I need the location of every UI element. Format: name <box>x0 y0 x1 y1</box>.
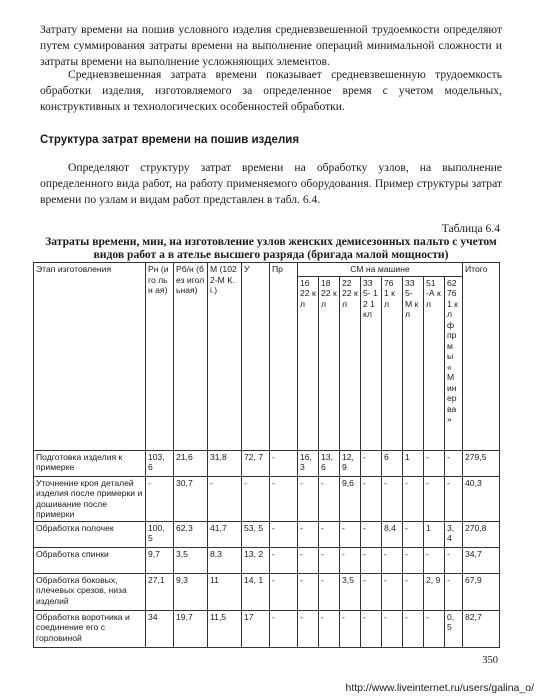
header-m: М (102 2-М К.і.) <box>208 263 242 451</box>
table-cell: - <box>270 610 298 647</box>
table-cell: 103, 6 <box>146 450 174 476</box>
table-cell: - <box>382 547 403 573</box>
table-cell: 13, 2 <box>242 547 270 573</box>
table-cell: - <box>361 573 382 610</box>
table-cell: 11 <box>208 573 242 610</box>
table-cell: 72, 7 <box>242 450 270 476</box>
table-cell: 53, 5 <box>242 521 270 547</box>
table-cell: 34 <box>146 610 174 647</box>
table-cell: - <box>403 610 424 647</box>
table-cell: - <box>270 521 298 547</box>
table-cell: - <box>424 547 445 573</box>
table-cell: - <box>270 450 298 476</box>
table-cell: 0, 5 <box>445 610 463 647</box>
table-cell: - <box>208 476 242 521</box>
header-pbn: Рб/н (без игол ьная) <box>174 263 208 451</box>
table-cell: - <box>445 547 463 573</box>
table-cell: - <box>298 521 319 547</box>
table-cell: - <box>319 547 340 573</box>
page-number: 350 <box>482 655 498 666</box>
table-cell: 21,6 <box>174 450 208 476</box>
table-cell: 1 <box>403 450 424 476</box>
table-row <box>34 610 500 647</box>
table-cell: - <box>382 476 403 521</box>
paragraph-3: Определяют структуру затрат времени на обработку узлов, на выполнение определенного вида работ, на работу применяемого оборудования. Пример структуры затрат времени по узлам и видам работ представлен в табл. 6.4. <box>40 161 502 206</box>
table-cell: - <box>340 610 361 647</box>
header-machine-6: 33 5- М кл <box>403 276 424 450</box>
table-cell: - <box>340 547 361 573</box>
table-cell: 41,7 <box>208 521 242 547</box>
table-cell: 9,7 <box>146 547 174 573</box>
table-title: Затраты времени, мин, на изготовление узлов женских демисезонных пальто с учетом видов работ а в ателье высшего разряда (бригада малой мощности) <box>45 235 497 261</box>
table-cell: - <box>319 476 340 521</box>
table-cell: - <box>382 573 403 610</box>
footer-url: http://www.liveinternet.ru/users/galina_o/ <box>345 682 534 694</box>
table-cell: 9,3 <box>174 573 208 610</box>
table-cell: 8,4 <box>382 521 403 547</box>
table-cell: - <box>270 476 298 521</box>
section-heading: Структура затрат времени на пошив изделия <box>40 134 300 146</box>
table-cell: - <box>403 476 424 521</box>
table-cell: - <box>270 573 298 610</box>
header-pr: Пр <box>270 263 298 451</box>
header-machine-1: 16 22 кл <box>298 276 319 450</box>
header-stage: Этап изготовления <box>34 263 146 451</box>
table-cell: - <box>445 573 463 610</box>
table-cell: 100, 5 <box>146 521 174 547</box>
table-cell: 34,7 <box>463 547 500 573</box>
table-cell: - <box>445 450 463 476</box>
table-cell: 82,7 <box>463 610 500 647</box>
table-cell: 17 <box>242 610 270 647</box>
table-cell: 279,5 <box>463 450 500 476</box>
table-row <box>34 450 500 476</box>
table-cell: 12, 9 <box>340 450 361 476</box>
table-cell: - <box>298 573 319 610</box>
table-row <box>34 476 500 521</box>
table-cell: - <box>146 476 174 521</box>
header-machine-7: 51 -А кл <box>424 276 445 450</box>
table-cell: - <box>361 547 382 573</box>
row-stage: Подготовка изделия к примерке <box>34 450 146 476</box>
table-cell: 9,6 <box>340 476 361 521</box>
row-stage: Обработка спинки <box>34 547 146 573</box>
table-cell: 8,3 <box>208 547 242 573</box>
table-label: Таблица 6.4 <box>441 222 500 235</box>
table-cell: - <box>298 547 319 573</box>
row-stage: Обработка воротника и соединение его с горловиной <box>34 610 146 647</box>
time-cost-table <box>33 262 500 648</box>
header-machine-5: 76 1 кл <box>382 276 403 450</box>
table-cell: - <box>319 610 340 647</box>
header-total: Итого <box>463 263 500 451</box>
table-cell: 31,8 <box>208 450 242 476</box>
table-row <box>34 573 500 610</box>
table-cell: - <box>298 476 319 521</box>
paragraph-2: Средневзвешенная затрата времени показывает средневзвешенную трудоемкость обработки изделия, изготовляемого за определенное время с учетом модельных, конструктивных и технологических особенностей обработки. <box>40 68 502 113</box>
table-row <box>34 521 500 547</box>
table-cell: 270,8 <box>463 521 500 547</box>
header-machine-4: 33 5- 12 1 кл <box>361 276 382 450</box>
table-cell: 14, 1 <box>242 573 270 610</box>
table-cell: 30,7 <box>174 476 208 521</box>
table-cell: - <box>270 547 298 573</box>
table-cell: - <box>319 521 340 547</box>
table-cell: 62,3 <box>174 521 208 547</box>
table-cell: - <box>361 450 382 476</box>
table-cell: - <box>340 521 361 547</box>
table-cell: 27,1 <box>146 573 174 610</box>
table-cell: - <box>361 521 382 547</box>
table-cell: - <box>445 476 463 521</box>
table-cell: 2, 9 <box>424 573 445 610</box>
table-cell: - <box>403 573 424 610</box>
table-cell: 16, 3 <box>298 450 319 476</box>
table-cell: - <box>403 547 424 573</box>
table-cell: - <box>382 610 403 647</box>
table-cell: 19,7 <box>174 610 208 647</box>
header-machine-8: 62 76 1 кл ф пр м ы « М ин ер ва » <box>445 276 463 450</box>
row-stage: Обработка боковых, плечевых срезов, низа изделий <box>34 573 146 610</box>
table-cell: - <box>298 610 319 647</box>
table-cell: 67,9 <box>463 573 500 610</box>
table-cell: 3,5 <box>174 547 208 573</box>
table-cell: - <box>361 610 382 647</box>
table-cell: 1 <box>424 521 445 547</box>
table-cell: - <box>424 476 445 521</box>
table-cell: - <box>424 610 445 647</box>
table-cell: - <box>424 450 445 476</box>
table-cell: - <box>242 476 270 521</box>
table-cell: 11,5 <box>208 610 242 647</box>
header-pn: Рн (иго льн ая) <box>146 263 174 451</box>
header-machine-group: СМ на машине <box>298 263 463 277</box>
header-machine-3: 22 22 кл <box>340 276 361 450</box>
row-stage: Уточнение кроя деталей изделия после примерки и дошивание после примерки <box>34 476 146 521</box>
header-machine-2: 18 22 кл <box>319 276 340 450</box>
table-cell: 3, 4 <box>445 521 463 547</box>
paragraph-1: Затрату времени на пошив условного изделия средневзвешенной трудоемкости определяют путем суммирования затраты времени на выполнение операций минимальной сложности и затраты времени на выполнение усложняющих элементов. <box>40 23 502 68</box>
row-stage: Обработка полочек <box>34 521 146 547</box>
table-row <box>34 547 500 573</box>
table-cell: 13, 6 <box>319 450 340 476</box>
table-cell: - <box>361 476 382 521</box>
table-cell: 6 <box>382 450 403 476</box>
table-cell: 40,3 <box>463 476 500 521</box>
table-cell: - <box>319 573 340 610</box>
header-u: У <box>242 263 270 451</box>
table-cell: 3,5 <box>340 573 361 610</box>
table-cell: - <box>403 521 424 547</box>
